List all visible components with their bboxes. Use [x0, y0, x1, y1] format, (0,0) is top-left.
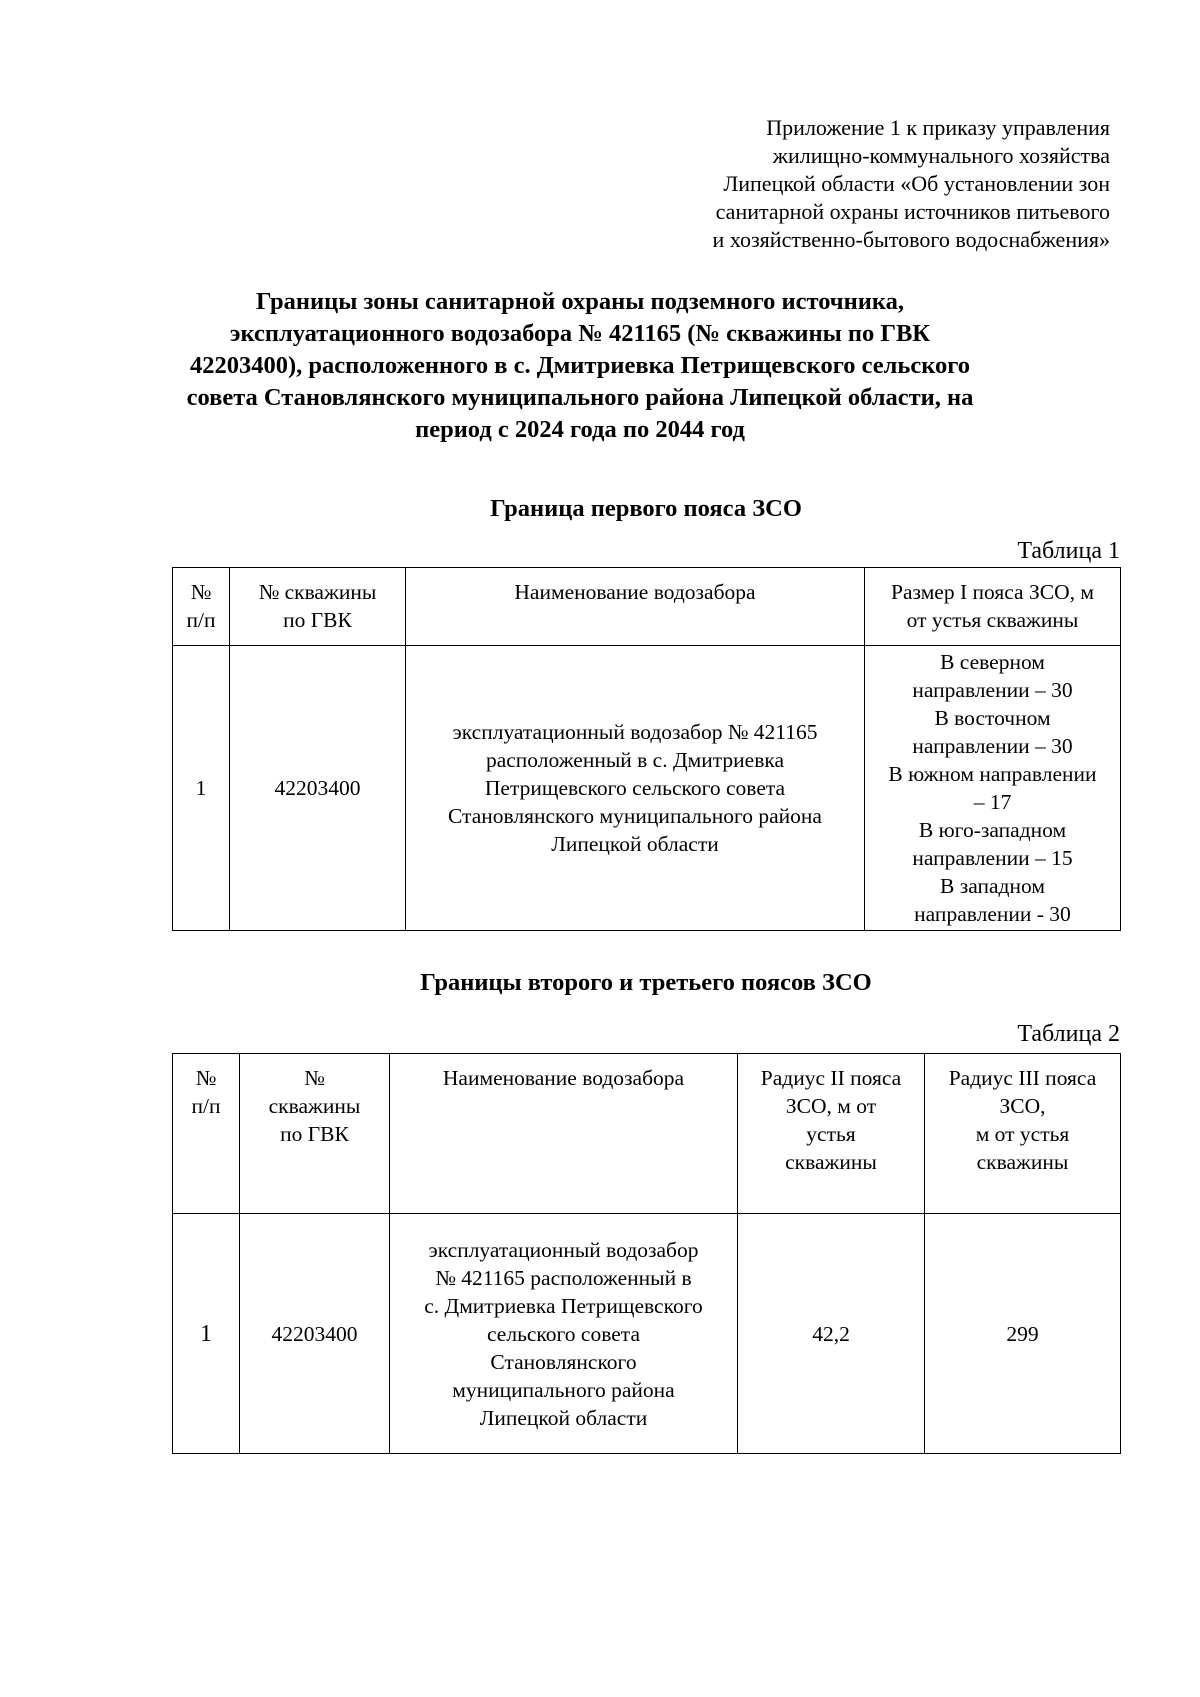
cell-well: 42203400	[230, 646, 406, 931]
cell-name: эксплуатационный водозабор № 421165 расположенный в с. Дмитриевка Петрищевского сельского совета Становлянского муниципального района Липецкой области	[390, 1214, 738, 1454]
header-radius-3: Радиус III пояса ЗСО, м от устья скважины	[925, 1054, 1121, 1214]
appendix-line: и хозяйственно-бытового водоснабжения»	[712, 227, 1110, 252]
document-title	[140, 286, 1020, 446]
appendix-line: Липецкой области «Об установлении зон	[723, 171, 1110, 196]
section2-title: Границы второго и третьего поясов ЗСО	[420, 969, 872, 996]
table1	[172, 567, 1121, 931]
title-line: эксплуатационного водозабора № 421165 (№ скважины по ГВК	[229, 320, 931, 347]
appendix-line: Приложение 1 к приказу управления	[766, 115, 1110, 140]
header-num: № п/п	[173, 1054, 240, 1214]
table-row	[173, 1214, 1121, 1454]
header-well: № скважины по ГВК	[240, 1054, 390, 1214]
table1-caption: Таблица 1	[1017, 538, 1120, 564]
appendix-line: жилищно-коммунального хозяйства	[772, 143, 1110, 168]
header-well: № скважины по ГВК	[230, 568, 406, 646]
cell-radius-3: 299	[925, 1214, 1121, 1454]
title-line: 42203400), расположенного в с. Дмитриевка Петрищевского сельского	[189, 352, 971, 379]
cell-name: эксплуатационный водозабор № 421165 расположенный в с. Дмитриевка Петрищевского сельского совета Становлянского муниципального района Липецкой области	[406, 646, 865, 931]
header-size: Размер I пояса ЗСО, м от устья скважины	[865, 568, 1121, 646]
header-name: Наименование водозабора	[390, 1054, 738, 1214]
appendix-line: санитарной охраны источников питьевого	[715, 199, 1110, 224]
table2-caption: Таблица 2	[1017, 1021, 1120, 1047]
table1-header-row	[173, 568, 1121, 646]
title-line: совета Становлянского муниципального района Липецкой области, на	[186, 384, 974, 411]
header-name: Наименование водозабора	[406, 568, 865, 646]
cell-num: 1	[173, 646, 230, 931]
title-line: период с 2024 года по 2044 год	[415, 416, 745, 443]
section1-title: Граница первого пояса ЗСО	[490, 495, 802, 522]
cell-size: В северном направлении – 30 В восточном направлении – 30 В южном направлении – 17 В юго-западном направлении – 15 В западном направлении - 30	[865, 646, 1121, 931]
appendix-note	[590, 114, 1110, 254]
table2	[172, 1053, 1121, 1454]
header-num: № п/п	[173, 568, 230, 646]
title-line: Границы зоны санитарной охраны подземного источника,	[256, 288, 904, 315]
cell-radius-2: 42,2	[738, 1214, 925, 1454]
table-row	[173, 646, 1121, 931]
table2-header-row	[173, 1054, 1121, 1214]
cell-well: 42203400	[240, 1214, 390, 1454]
cell-num: 1	[173, 1214, 240, 1454]
header-radius-2: Радиус II пояса ЗСО, м от устья скважины	[738, 1054, 925, 1214]
